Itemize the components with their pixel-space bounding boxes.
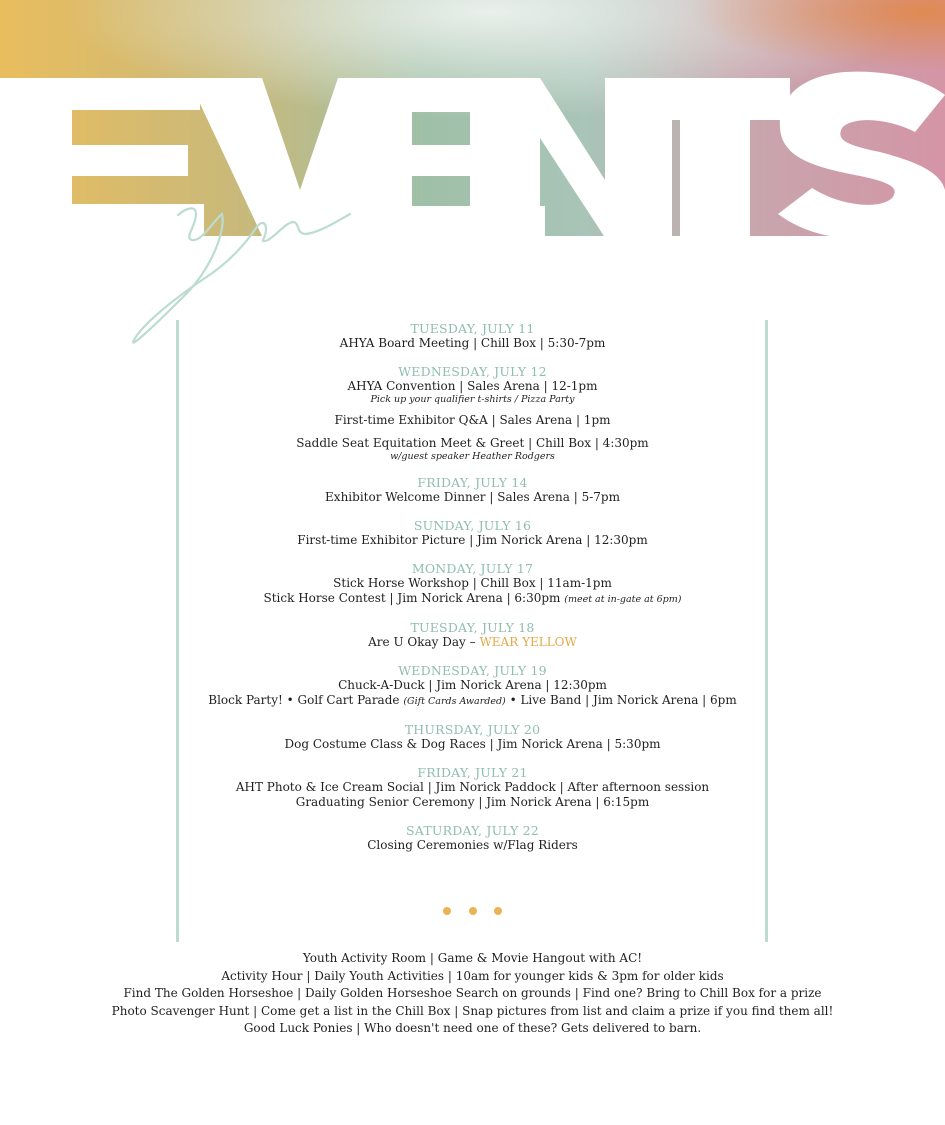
activities-list (100, 950, 845, 1038)
day-block (180, 321, 765, 351)
event-text: Block Party! • Golf Cart Parade (208, 693, 400, 707)
event-note: Pick up your qualifier t-shirts / Pizza Party (370, 394, 575, 405)
day-date: WEDNESDAY, JULY 12 (398, 364, 547, 379)
day-block (180, 364, 765, 462)
event-text: Stick Horse Contest | Jim Norick Arena | 6:30pm (263, 591, 561, 605)
event-line: Graduating Senior Ceremony | Jim Norick Arena | 6:15pm (295, 795, 650, 809)
event-text: Are U Okay Day – (368, 635, 476, 649)
dot-icon (469, 907, 477, 915)
day-date: FRIDAY, JULY 14 (417, 475, 528, 490)
day-block (180, 722, 765, 752)
activity-item: Find The Golden Horseshoe | Daily Golden Horseshoe Search on grounds | Find one? Bring to Chill Box for a prize (123, 986, 822, 1000)
event-note: (Gift Cards Awarded) (403, 696, 506, 707)
activity-item: Activity Hour | Daily Youth Activities | 10am for younger kids & 3pm for older kids (221, 968, 724, 983)
day-block (180, 765, 765, 810)
event-line: AHT Photo & Ice Cream Social | Jim Norick Paddock | After afternoon session (235, 780, 710, 794)
event-note: (meet at in-gate at 6pm) (564, 594, 682, 605)
events-letters (0, 72, 945, 239)
day-block (180, 620, 765, 650)
dot-icon (494, 907, 502, 915)
event-line: Chuck-A-Duck | Jim Norick Arena | 12:30pm (338, 678, 607, 692)
event-note: w/guest speaker Heather Rodgers (390, 451, 555, 462)
frame-border-left (176, 320, 179, 942)
day-block (180, 475, 765, 505)
activity-item: Photo Scavenger Hunt | Come get a list in the Chill Box | Snap pictures from list and claim a prize if you find them all! (111, 1003, 834, 1018)
event-line: First-time Exhibitor Picture | Jim Norick Arena | 12:30pm (297, 533, 648, 547)
day-date: SATURDAY, JULY 22 (406, 823, 539, 838)
day-block (180, 561, 765, 607)
event-line (180, 591, 765, 607)
day-block (180, 823, 765, 853)
dot-icon (443, 907, 451, 915)
event-line: Dog Costume Class & Dog Races | Jim Norick Arena | 5:30pm (284, 737, 661, 751)
events-hero-banner (0, 0, 945, 360)
event-line: AHYA Convention | Sales Arena | 12-1pm (347, 379, 598, 393)
event-schedule (180, 321, 765, 866)
day-date: SUNDAY, JULY 16 (413, 518, 532, 533)
activity-item: Good Luck Ponies | Who doesn't need one of these? Gets delivered to barn. (243, 1021, 702, 1035)
event-line (180, 693, 765, 709)
day-date: MONDAY, JULY 17 (411, 561, 534, 576)
day-date: FRIDAY, JULY 21 (417, 765, 528, 780)
highlight-text: WEAR YELLOW (479, 635, 577, 649)
event-line: First-time Exhibitor Q&A | Sales Arena | 1pm (334, 413, 611, 427)
event-line: Saddle Seat Equitation Meet & Greet | Chill Box | 4:30pm (296, 436, 649, 450)
event-line: Closing Ceremonies w/Flag Riders (367, 838, 578, 852)
decorative-dots (0, 900, 945, 919)
frame-border-right (765, 320, 768, 942)
day-date: WEDNESDAY, JULY 19 (398, 663, 547, 678)
day-block (180, 518, 765, 548)
event-line: Exhibitor Welcome Dinner | Sales Arena | 5-7pm (325, 490, 620, 504)
day-date: TUESDAY, JULY 11 (410, 321, 535, 336)
day-date: THURSDAY, JULY 20 (404, 722, 541, 737)
event-line (180, 635, 765, 650)
event-line: AHYA Board Meeting | Chill Box | 5:30-7pm (339, 336, 606, 350)
event-text: • Live Band | Jim Norick Arena | 6pm (509, 693, 737, 707)
day-date: TUESDAY, JULY 18 (410, 620, 535, 635)
day-block (180, 663, 765, 709)
activity-item: Youth Activity Room | Game & Movie Hangout with AC! (302, 951, 643, 965)
event-line: Stick Horse Workshop | Chill Box | 11am-1pm (333, 576, 612, 590)
